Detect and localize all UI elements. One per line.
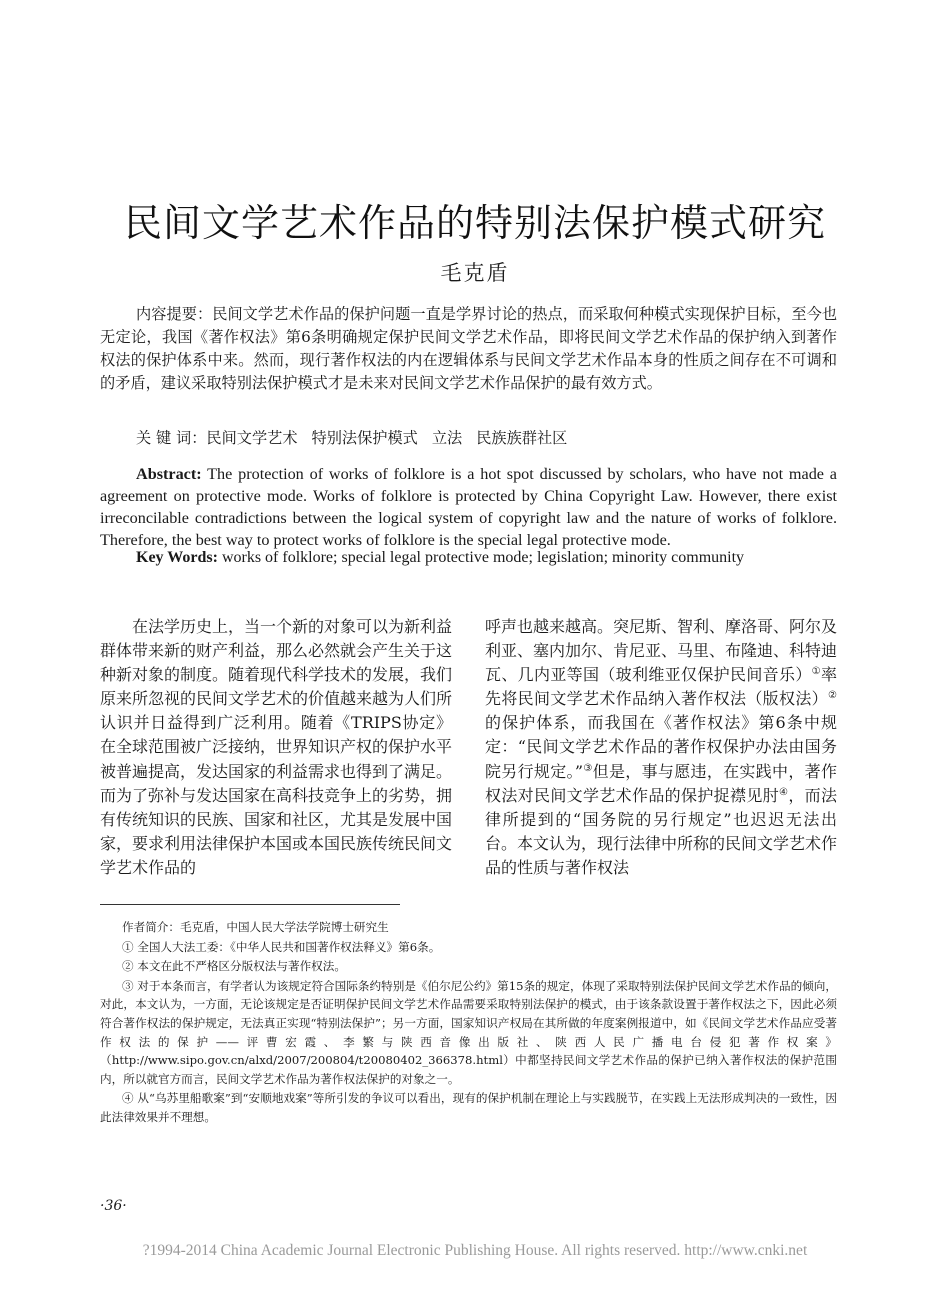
footnote-ref-1[interactable]: ① — [811, 666, 821, 678]
footnote-author-bio: 作者简介：毛克盾，中国人民大学法学院博士研究生 — [122, 920, 389, 934]
body-text: 但是，事与愿违，在实践中，著作权法对民间文学艺术作品的保护捉襟见肘 — [485, 761, 837, 805]
keywords-label: 关 键 词： — [136, 429, 207, 447]
footnote-3: ③ 对于本条而言，有学者认为该规定符合国际条约特别是《伯尔尼公约》第15条的规定，体现了采取特别法保护民间文学艺术作品的倾向，对此，本文认为，一方面，无论该规定是否证明保护民间文学艺术作品需要采取特别法保护的模式，由于该条款设置于著作权法之下，因此必须符合著作权法的保护规定，无法真正实现“特别法保护”；另一方面，国家知识产权局在其所做的年度案例报道中，如《民间文学艺术作品应受著作权法的保护——评曹宏霞、李繁与陕西音像出版社、陕西人民广播电台侵犯著作权案》（http://www.sipo.gov.cn/alxd/2007/200804/t20080402_366378.html）中都坚持民间文学艺术作品的保护已纳入著作权法的保护范围内，所以就官方而言，民间文学艺术作品为著作权法保护的对象之一。 — [100, 978, 837, 1086]
keyword-item: 民族族群社区 — [476, 429, 568, 447]
body-text: ，而法律所提到的“国务院的另行规定”也迟迟无法出台。本文认为，现行法律中所称的民间文学艺术作品的性质与著作权法 — [485, 785, 838, 877]
keyword-item: 民间文学艺术 — [206, 429, 298, 447]
footnote-1: ① 全国人大法工委：《中华人民共和国著作权法释义》第6条。 — [122, 939, 441, 954]
keyword-item: 立法 — [431, 429, 463, 447]
footnote-ref-4[interactable]: ④ — [779, 786, 789, 798]
abstract-label: Abstract: — [136, 465, 202, 483]
body-text: 呼声也越来越高。突尼斯、智利、摩洛哥、阿尔及利亚、塞内加尔、肯尼亚、马里、布隆迪、科特迪瓦、几内亚等国（玻利维亚仅保护民间音乐） — [485, 617, 838, 685]
footnotes — [100, 918, 837, 1128]
page-number: ·36· — [100, 1198, 127, 1214]
body-column-left: 在法学历史上，当一个新的对象可以为新利益群体带来新的财产利益，那么必然就会产生关于这种新对象的制度。随着现代科学技术的发展，我们原来所忽视的民间文学艺术的价值越来越为人们所认识并日益得到广泛利用。随着《TRIPS协定》在全球范围被广泛接纳，世界知识产权的保护水平被普遍提高，发达国家的利益需求也得到了满足。而为了弥补与发达国家在高科技竞争上的劣势，拥有传统知识的民族、国家和社区，尤其是发展中国家，要求利用法律保护本国或本国民族传统民间文学艺术作品的 — [100, 617, 453, 877]
abstract-english-text: The protection of works of folklore is a hot spot discussed by scholars, who have not made a agreement on protective mode. Works of folklore is protected by China Copyright Law. However, there exist irreconcilable contradictions between the logical system of copyright law and the nature of works of folklore. Therefore, the best way to protect works of folklore is the special legal protective mode. — [100, 465, 837, 549]
copyright-watermark: ?1994-2014 China Academic Journal Electronic Publishing House. All rights reserved. http://www.cnki.net — [142, 1242, 808, 1259]
keywords-english — [136, 549, 744, 567]
body-text: 的保护体系，而我国在《著作权法》第6条中规定：“民间文学艺术作品的著作权保护办法由国务院另行规定。” — [485, 713, 837, 781]
author-name: 毛克盾 — [440, 261, 510, 285]
abstract-chinese: 内容提要：民间文学艺术作品的保护问题一直是学界讨论的热点，而采取何种模式实现保护目标，至今也无定论，我国《著作权法》第6条明确规定保护民间文学艺术作品，即将民间文学艺术作品的保护纳入到著作权法的保护体系中来。然而，现行著作权法的内在逻辑体系与民间文学艺术作品本身的性质之间存在不可调和的矛盾，建议采取特别法保护模式才是未来对民间文学艺术作品保护的最有效方式。 — [100, 305, 837, 392]
keywords-english-text: works of folklore; special legal protective mode; legislation; minority community — [217, 549, 745, 566]
body-text: 率先将民间文学艺术作品纳入著作权法（版权法） — [485, 665, 837, 709]
footnote-4: ④ 从“乌苏里船歌案”到“安顺地戏案”等所引发的争议可以看出，现有的保护机制在理论上与实践脱节，在实践上无法形成判决的一致性，因此法律效果并不理想。 — [100, 1091, 837, 1124]
abstract-english — [100, 463, 837, 551]
footnote-divider — [100, 904, 400, 905]
keyword-item: 特别法保护模式 — [311, 429, 418, 447]
keywords-english-label: Key Words: — [136, 549, 218, 566]
article-title: 民间文学艺术作品的特别法保护模式研究 — [123, 201, 826, 245]
keywords-chinese — [136, 427, 581, 448]
footnote-ref-3[interactable]: ③ — [583, 762, 593, 774]
footnote-ref-2[interactable]: ② — [828, 690, 837, 702]
footnote-2: ② 本文在此不严格区分版权法与著作权法。 — [122, 959, 346, 974]
body-column-right — [485, 615, 837, 880]
